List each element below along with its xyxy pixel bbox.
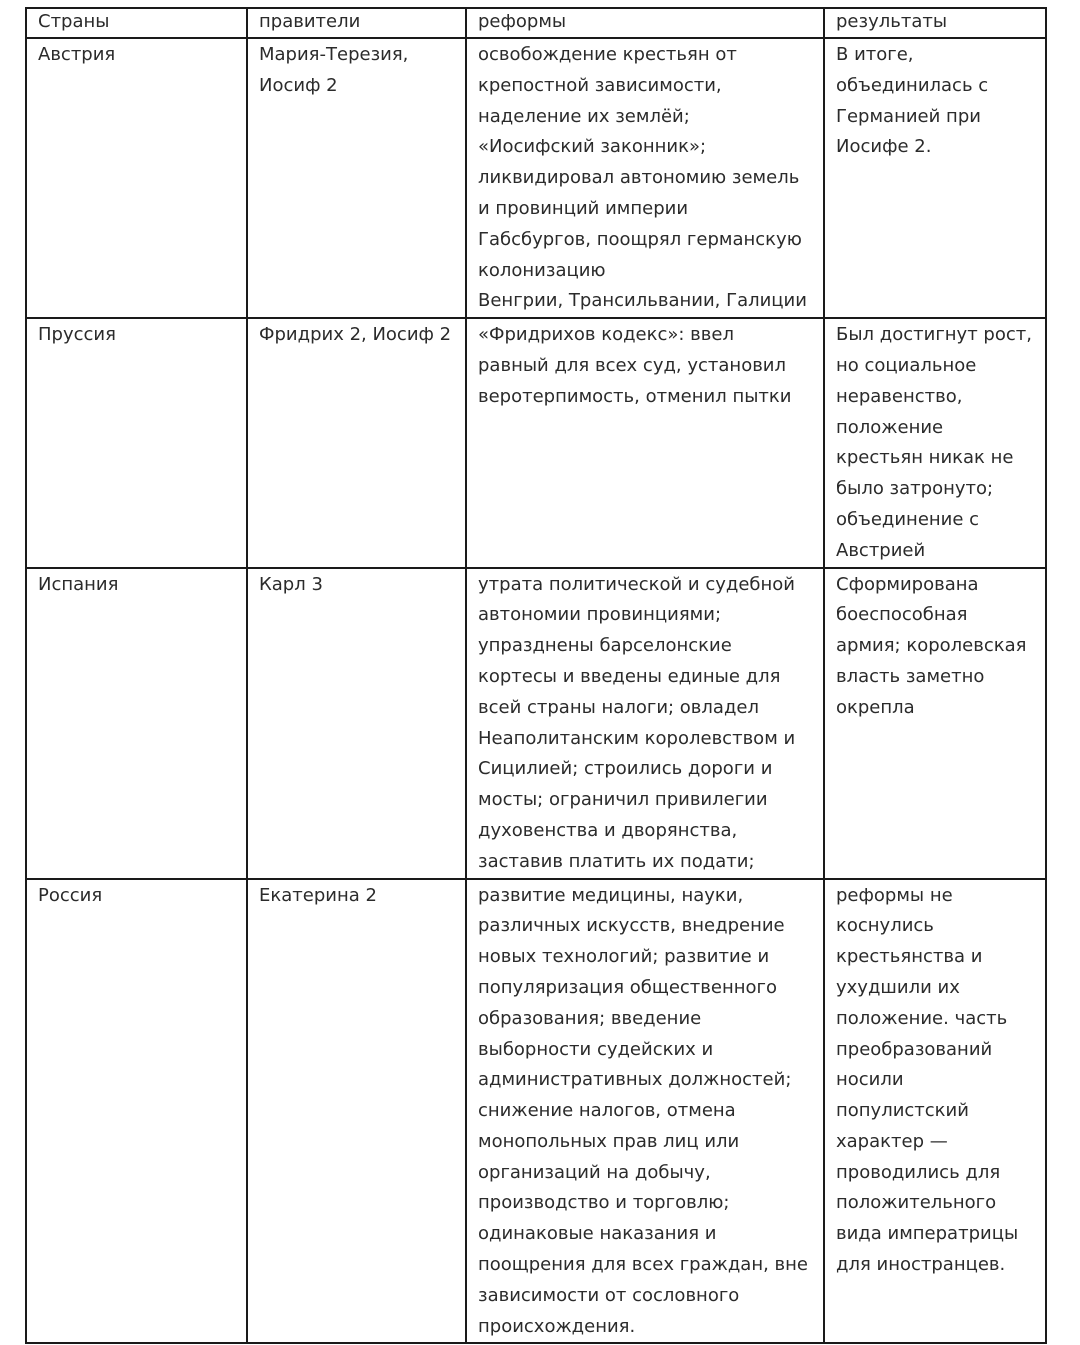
- table-row: [26, 38, 1046, 318]
- cell-rulers: Екатерина 2: [247, 879, 466, 1344]
- cell-results: Сформирована боеспособная армия; королевская власть заметно окрепла: [824, 568, 1046, 879]
- cell-country: Россия: [26, 879, 247, 1344]
- cell-reforms: «Фридрихов кодекс»: ввел равный для всех суд, установил веротерпимость, отменил пытки: [466, 318, 824, 567]
- cell-reforms: освобождение крестьян от крепостной зависимости, наделение их землёй; «Иосифский законник»; ликвидировал автономию земель и провинций империи Габсбургов, поощрял германскую колонизацию Венгрии, Трансильвании, Галиции: [466, 38, 824, 318]
- table-row: [26, 879, 1046, 1344]
- cell-results: В итоге, объединилась с Германией при Иосифе 2.: [824, 38, 1046, 318]
- table-row: [26, 318, 1046, 567]
- cell-reforms: развитие медицины, науки, различных искусств, внедрение новых технологий; развитие и популяризация общественного образования; введение выборности судейских и административных должностей; снижение налогов, отмена монопольных прав лиц или организаций на добычу, производство и торговлю; одинаковые наказания и поощрения для всех граждан, вне зависимости от сословного происхождения.: [466, 879, 824, 1344]
- cell-country: Австрия: [26, 38, 247, 318]
- cell-rulers: Мария-Терезия, Иосиф 2: [247, 38, 466, 318]
- header-countries: Страны: [26, 8, 247, 38]
- header-reforms: реформы: [466, 8, 824, 38]
- cell-country: Пруссия: [26, 318, 247, 567]
- reforms-table: [25, 7, 1047, 1344]
- header-results: результаты: [824, 8, 1046, 38]
- cell-results: Был достигнут рост, но социальное неравенство, положение крестьян никак не было затронуто; объединение с Австрией: [824, 318, 1046, 567]
- cell-country: Испания: [26, 568, 247, 879]
- table-row: [26, 568, 1046, 879]
- cell-results: реформы не коснулись крестьянства и ухудшили их положение. часть преобразований носили популистский характер — проводились для положительного вида императрицы для иностранцев.: [824, 879, 1046, 1344]
- cell-rulers: Карл 3: [247, 568, 466, 879]
- cell-reforms: утрата политической и судебной автономии провинциями; упразднены барселонские кортесы и введены единые для всей страны налоги; овладел Неаполитанским королевством и Сицилией; строились дороги и мосты; ограничил привилегии духовенства и дворянства, заставив платить их подати;: [466, 568, 824, 879]
- header-rulers: правители: [247, 8, 466, 38]
- cell-rulers: Фридрих 2, Иосиф 2: [247, 318, 466, 567]
- table-header-row: [26, 8, 1046, 38]
